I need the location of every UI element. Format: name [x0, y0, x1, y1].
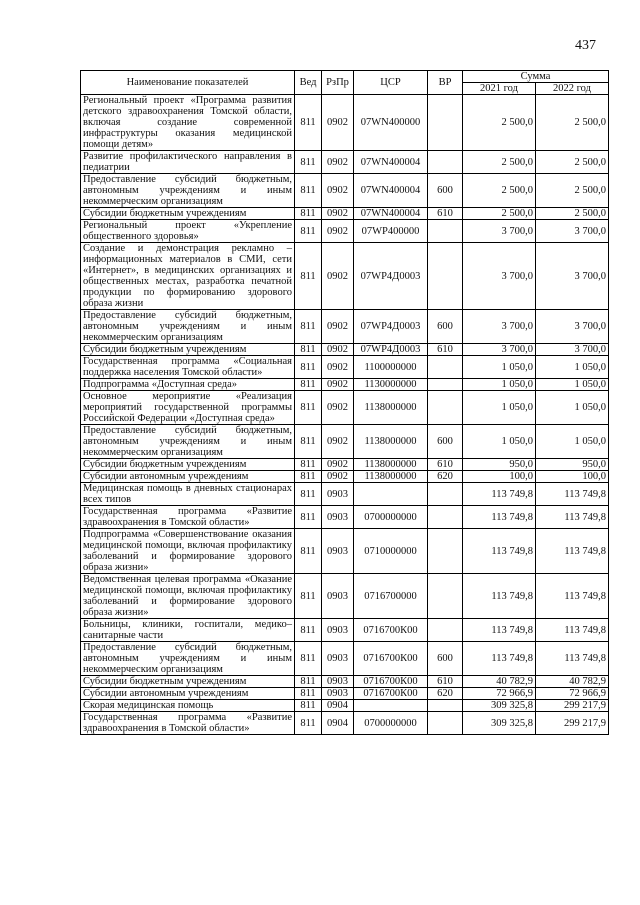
- table-row: [81, 310, 609, 344]
- budget-table: [80, 70, 609, 735]
- cell-ved: 811: [295, 642, 322, 676]
- cell-csr: 0700000000: [354, 506, 428, 529]
- cell-ved: 811: [295, 243, 322, 310]
- table-row: [81, 425, 609, 459]
- cell-name: Предоставление субсидий бюджетным, автономным учреждениям и иным некоммерческим организациям: [81, 425, 295, 459]
- cell-ved: 811: [295, 483, 322, 506]
- cell-rzpr: 0903: [322, 676, 354, 688]
- table-row: [81, 174, 609, 208]
- cell-name: Основное мероприятие «Реализация мероприятий государственной программы Российской Федерации «Доступная среда»: [81, 391, 295, 425]
- table-row: [81, 471, 609, 483]
- cell-ved: 811: [295, 506, 322, 529]
- cell-rzpr: 0902: [322, 459, 354, 471]
- table-row: [81, 95, 609, 151]
- cell-csr: 07WN400004: [354, 174, 428, 208]
- cell-name: Подпрограмма «Совершенствование оказания медицинской помощи, включая профилактику заболеваний и формирование здорового образа жизни»: [81, 529, 295, 574]
- cell-vr: 620: [428, 471, 463, 483]
- cell-2022: 2 500,0: [536, 95, 609, 151]
- cell-rzpr: 0902: [322, 310, 354, 344]
- cell-2022: 2 500,0: [536, 208, 609, 220]
- cell-csr: [354, 700, 428, 712]
- cell-name: Субсидии бюджетным учреждениям: [81, 208, 295, 220]
- table-header: [81, 71, 609, 95]
- cell-csr: [354, 483, 428, 506]
- cell-vr: [428, 151, 463, 174]
- cell-csr: 07WN400000: [354, 95, 428, 151]
- cell-name: Подпрограмма «Доступная среда»: [81, 379, 295, 391]
- cell-csr: 0716700К00: [354, 642, 428, 676]
- header-sum: Сумма: [463, 71, 609, 83]
- table-row: [81, 529, 609, 574]
- cell-2021: 950,0: [463, 459, 536, 471]
- cell-csr: 07WP4Д0003: [354, 310, 428, 344]
- cell-rzpr: 0903: [322, 483, 354, 506]
- cell-2022: 3 700,0: [536, 310, 609, 344]
- cell-rzpr: 0903: [322, 529, 354, 574]
- cell-ved: 811: [295, 676, 322, 688]
- cell-2021: 1 050,0: [463, 425, 536, 459]
- header-vr: ВР: [428, 71, 463, 95]
- cell-name: Государственная программа «Развитие здравоохранения в Томской области»: [81, 712, 295, 735]
- table-row: [81, 243, 609, 310]
- cell-rzpr: 0903: [322, 619, 354, 642]
- cell-ved: 811: [295, 208, 322, 220]
- cell-vr: 620: [428, 688, 463, 700]
- cell-name: Создание и демонстрация рекламно – информационных материалов в СМИ, сети «Интернет», в медицинских организациях и общественных местах, разработка печатной продукции по формированию здорового образа жизни: [81, 243, 295, 310]
- cell-vr: [428, 619, 463, 642]
- cell-csr: 07WP4Д0003: [354, 243, 428, 310]
- table-row: [81, 459, 609, 471]
- cell-vr: 610: [428, 459, 463, 471]
- header-name: Наименование показателей: [81, 71, 295, 95]
- cell-rzpr: 0902: [322, 471, 354, 483]
- cell-rzpr: 0902: [322, 95, 354, 151]
- cell-name: Скорая медицинская помощь: [81, 700, 295, 712]
- cell-2021: 1 050,0: [463, 391, 536, 425]
- table-body: [81, 95, 609, 735]
- cell-vr: 600: [428, 642, 463, 676]
- cell-ved: 811: [295, 700, 322, 712]
- cell-csr: 1138000000: [354, 459, 428, 471]
- cell-csr: 1138000000: [354, 471, 428, 483]
- cell-vr: [428, 700, 463, 712]
- cell-vr: [428, 712, 463, 735]
- cell-vr: 600: [428, 425, 463, 459]
- cell-ved: 811: [295, 574, 322, 619]
- cell-name: Государственная программа «Развитие здравоохранения в Томской области»: [81, 506, 295, 529]
- cell-csr: 07WN400004: [354, 208, 428, 220]
- cell-2022: 1 050,0: [536, 356, 609, 379]
- cell-vr: 600: [428, 310, 463, 344]
- cell-name: Медицинская помощь в дневных стационарах всех типов: [81, 483, 295, 506]
- cell-vr: [428, 95, 463, 151]
- cell-csr: 0710000000: [354, 529, 428, 574]
- cell-rzpr: 0903: [322, 642, 354, 676]
- cell-csr: 0716700К00: [354, 688, 428, 700]
- cell-2021: 40 782,9: [463, 676, 536, 688]
- cell-vr: 610: [428, 676, 463, 688]
- cell-rzpr: 0902: [322, 425, 354, 459]
- cell-rzpr: 0902: [322, 379, 354, 391]
- cell-2021: 113 749,8: [463, 619, 536, 642]
- cell-vr: 610: [428, 344, 463, 356]
- cell-name: Субсидии автономным учреждениям: [81, 688, 295, 700]
- table-row: [81, 356, 609, 379]
- table-row: [81, 344, 609, 356]
- cell-csr: 0716700К00: [354, 676, 428, 688]
- cell-ved: 811: [295, 151, 322, 174]
- cell-ved: 811: [295, 344, 322, 356]
- cell-name: Развитие профилактического направления в педиатрии: [81, 151, 295, 174]
- cell-2021: 113 749,8: [463, 529, 536, 574]
- cell-ved: 811: [295, 688, 322, 700]
- table-row: [81, 483, 609, 506]
- cell-2021: 1 050,0: [463, 379, 536, 391]
- cell-2022: 113 749,8: [536, 619, 609, 642]
- cell-csr: 1138000000: [354, 425, 428, 459]
- cell-rzpr: 0902: [322, 391, 354, 425]
- cell-2022: 113 749,8: [536, 529, 609, 574]
- cell-2022: 1 050,0: [536, 391, 609, 425]
- cell-ved: 811: [295, 220, 322, 243]
- cell-csr: 07WN400004: [354, 151, 428, 174]
- cell-rzpr: 0902: [322, 151, 354, 174]
- cell-2021: 3 700,0: [463, 220, 536, 243]
- table-row: [81, 712, 609, 735]
- cell-rzpr: 0902: [322, 344, 354, 356]
- cell-csr: 07WP400000: [354, 220, 428, 243]
- page-number: 437: [575, 38, 596, 53]
- cell-2021: 309 325,8: [463, 712, 536, 735]
- cell-2022: 299 217,9: [536, 712, 609, 735]
- cell-ved: 811: [295, 471, 322, 483]
- cell-name: Предоставление субсидий бюджетным, автономным учреждениям и иным некоммерческим организациям: [81, 310, 295, 344]
- cell-rzpr: 0904: [322, 712, 354, 735]
- cell-2021: 113 749,8: [463, 642, 536, 676]
- cell-rzpr: 0902: [322, 174, 354, 208]
- header-rzpr: РзПр: [322, 71, 354, 95]
- cell-rzpr: 0902: [322, 220, 354, 243]
- cell-2021: 1 050,0: [463, 356, 536, 379]
- cell-2021: 3 700,0: [463, 310, 536, 344]
- cell-ved: 811: [295, 356, 322, 379]
- table-row: [81, 151, 609, 174]
- cell-vr: [428, 529, 463, 574]
- cell-2021: 2 500,0: [463, 95, 536, 151]
- cell-csr: 0716700К00: [354, 619, 428, 642]
- cell-name: Субсидии бюджетным учреждениям: [81, 459, 295, 471]
- cell-2021: 113 749,8: [463, 506, 536, 529]
- cell-2022: 299 217,9: [536, 700, 609, 712]
- cell-2022: 72 966,9: [536, 688, 609, 700]
- cell-2022: 113 749,8: [536, 483, 609, 506]
- cell-2022: 950,0: [536, 459, 609, 471]
- header-year-2021: 2021 год: [463, 83, 536, 95]
- cell-ved: 811: [295, 712, 322, 735]
- table-row: [81, 220, 609, 243]
- table-row: [81, 506, 609, 529]
- table-row: [81, 642, 609, 676]
- cell-vr: [428, 243, 463, 310]
- cell-2021: 3 700,0: [463, 344, 536, 356]
- cell-ved: 811: [295, 174, 322, 208]
- cell-rzpr: 0903: [322, 506, 354, 529]
- table-row: [81, 688, 609, 700]
- cell-2021: 309 325,8: [463, 700, 536, 712]
- cell-name: Больницы, клиники, госпитали, медико–санитарные части: [81, 619, 295, 642]
- cell-2021: 113 749,8: [463, 574, 536, 619]
- header-ved: Вед: [295, 71, 322, 95]
- cell-2022: 40 782,9: [536, 676, 609, 688]
- table-row: [81, 700, 609, 712]
- cell-rzpr: 0903: [322, 574, 354, 619]
- cell-vr: [428, 574, 463, 619]
- cell-name: Субсидии бюджетным учреждениям: [81, 344, 295, 356]
- cell-vr: [428, 483, 463, 506]
- cell-2022: 2 500,0: [536, 151, 609, 174]
- cell-ved: 811: [295, 529, 322, 574]
- cell-ved: 811: [295, 310, 322, 344]
- cell-name: Субсидии автономным учреждениям: [81, 471, 295, 483]
- table-row: [81, 208, 609, 220]
- table-row: [81, 379, 609, 391]
- cell-name: Региональный проект «Программа развития детского здравоохранения Томской области, включая создание современной инфраструктуры оказания медицинской помощи детям»: [81, 95, 295, 151]
- cell-csr: 1100000000: [354, 356, 428, 379]
- cell-2022: 113 749,8: [536, 506, 609, 529]
- table-row: [81, 676, 609, 688]
- cell-name: Предоставление субсидий бюджетным, автономным учреждениям и иным некоммерческим организациям: [81, 642, 295, 676]
- cell-2022: 113 749,8: [536, 574, 609, 619]
- cell-2021: 2 500,0: [463, 174, 536, 208]
- cell-2022: 1 050,0: [536, 425, 609, 459]
- cell-2021: 72 966,9: [463, 688, 536, 700]
- cell-rzpr: 0902: [322, 243, 354, 310]
- cell-ved: 811: [295, 95, 322, 151]
- cell-name: Ведомственная целевая программа «Оказание медицинской помощи, включая профилактику заболеваний и формирование здорового образа жизни»: [81, 574, 295, 619]
- cell-name: Государственная программа «Социальная поддержка населения Томской области»: [81, 356, 295, 379]
- cell-2021: 2 500,0: [463, 208, 536, 220]
- cell-2021: 100,0: [463, 471, 536, 483]
- cell-rzpr: 0904: [322, 700, 354, 712]
- cell-ved: 811: [295, 425, 322, 459]
- cell-2022: 113 749,8: [536, 642, 609, 676]
- cell-vr: [428, 391, 463, 425]
- cell-csr: 07WP4Д0003: [354, 344, 428, 356]
- cell-ved: 811: [295, 379, 322, 391]
- cell-2022: 1 050,0: [536, 379, 609, 391]
- cell-ved: 811: [295, 459, 322, 471]
- cell-csr: 1130000000: [354, 379, 428, 391]
- cell-vr: 610: [428, 208, 463, 220]
- cell-2021: 113 749,8: [463, 483, 536, 506]
- cell-2022: 3 700,0: [536, 220, 609, 243]
- cell-name: Предоставление субсидий бюджетным, автономным учреждениям и иным некоммерческим организациям: [81, 174, 295, 208]
- cell-rzpr: 0902: [322, 208, 354, 220]
- cell-2022: 3 700,0: [536, 243, 609, 310]
- cell-csr: 0700000000: [354, 712, 428, 735]
- cell-csr: 0716700000: [354, 574, 428, 619]
- cell-name: Субсидии бюджетным учреждениям: [81, 676, 295, 688]
- cell-vr: [428, 356, 463, 379]
- cell-vr: [428, 379, 463, 391]
- cell-csr: 1138000000: [354, 391, 428, 425]
- cell-name: Региональный проект «Укрепление общественного здоровья»: [81, 220, 295, 243]
- cell-ved: 811: [295, 619, 322, 642]
- table-row: [81, 391, 609, 425]
- cell-2021: 2 500,0: [463, 151, 536, 174]
- cell-2022: 2 500,0: [536, 174, 609, 208]
- cell-2022: 3 700,0: [536, 344, 609, 356]
- cell-2022: 100,0: [536, 471, 609, 483]
- cell-ved: 811: [295, 391, 322, 425]
- header-year-2022: 2022 год: [536, 83, 609, 95]
- table-row: [81, 574, 609, 619]
- cell-rzpr: 0903: [322, 688, 354, 700]
- header-csr: ЦСР: [354, 71, 428, 95]
- cell-rzpr: 0902: [322, 356, 354, 379]
- table-row: [81, 619, 609, 642]
- cell-vr: [428, 506, 463, 529]
- cell-vr: 600: [428, 174, 463, 208]
- cell-2021: 3 700,0: [463, 243, 536, 310]
- cell-vr: [428, 220, 463, 243]
